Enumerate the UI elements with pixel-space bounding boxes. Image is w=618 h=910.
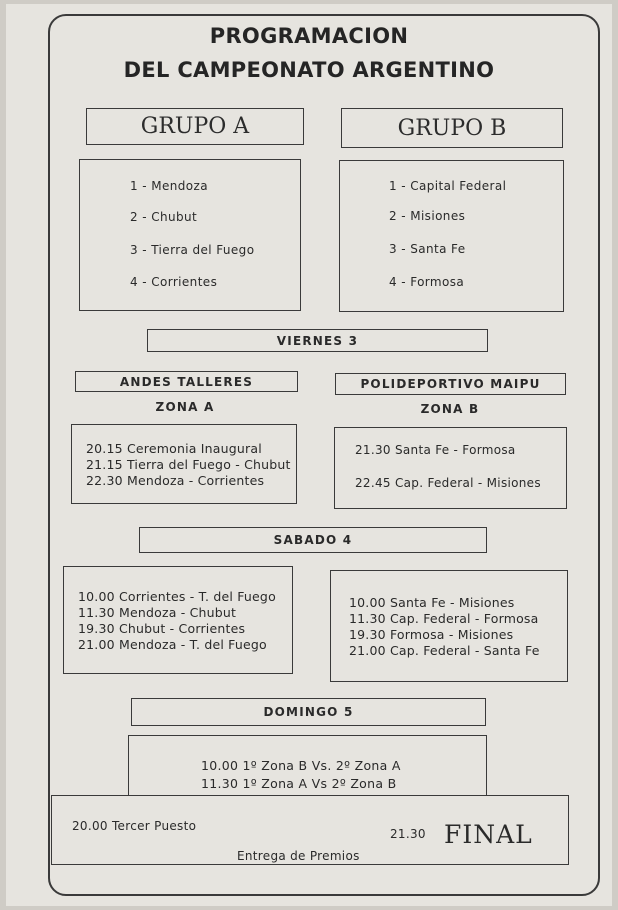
grupo-b-teams-box [339,160,564,312]
match-line: 11.30 Cap. Federal - Formosa [349,611,539,626]
final-label: FINAL [444,820,533,849]
match-line: 21.00 Mendoza - T. del Fuego [78,637,267,652]
match-line: 20.15 Ceremonia Inaugural [86,441,262,456]
title-line-1: PROGRAMACION [209,24,409,48]
grupo-a-team: 1 - Mendoza [130,179,208,193]
grupo-b-header: GRUPO B [341,108,563,148]
entrega-premios-line: Entrega de Premios [237,849,360,863]
zona-b-label: ZONA B [420,402,480,416]
grupo-a-team: 2 - Chubut [130,210,198,224]
match-line: 10.00 1º Zona B Vs. 2º Zona A [201,758,401,773]
match-line: 22.30 Mendoza - Corrientes [86,473,265,488]
grupo-a-header: GRUPO A [86,108,304,145]
grupo-a-team: 3 - Tierra del Fuego [130,243,255,257]
viernes-zona-a-matches [71,424,297,504]
grupo-a-teams-box [79,159,301,311]
domingo-final-box [51,795,569,865]
sabado-day-bar: SABADO 4 [139,527,487,553]
tercer-puesto-line: 20.00 Tercer Puesto [72,819,197,833]
match-line: 10.00 Santa Fe - Misiones [349,595,515,610]
grupo-b-team: 4 - Formosa [389,275,465,289]
match-line: 19.30 Chubut - Corrientes [78,621,246,636]
match-line: 22.45 Cap. Federal - Misiones [355,476,541,490]
grupo-a-team: 4 - Corrientes [130,275,218,289]
grupo-b-team: 2 - Misiones [389,209,466,223]
match-line: 11.30 Mendoza - Chubut [78,605,237,620]
match-line: 21.15 Tierra del Fuego - Chubut [86,457,291,472]
viernes-day-bar: VIERNES 3 [147,329,488,352]
venue-andes-talleres: ANDES TALLERES [75,371,298,392]
match-line: 11.30 1º Zona A Vs 2º Zona B [201,776,397,791]
match-line: 21.00 Cap. Federal - Santa Fe [349,643,540,658]
sabado-zona-b-matches [330,570,568,682]
sabado-zona-a-matches [63,566,293,674]
venue-polideportivo-maipu: POLIDEPORTIVO MAIPU [335,373,566,395]
zona-a-label: ZONA A [155,400,215,414]
final-time: 21.30 [390,827,426,841]
grupo-b-team: 3 - Santa Fe [389,242,466,256]
viernes-zona-b-matches [334,427,567,509]
match-line: 19.30 Formosa - Misiones [349,627,514,642]
domingo-day-bar: DOMINGO 5 [131,698,486,726]
grupo-b-team: 1 - Capital Federal [389,179,507,193]
title-line-2: DEL CAMPEONATO ARGENTINO [123,58,495,82]
match-line: 21.30 Santa Fe - Formosa [355,443,516,457]
match-line: 10.00 Corrientes - T. del Fuego [78,589,276,604]
